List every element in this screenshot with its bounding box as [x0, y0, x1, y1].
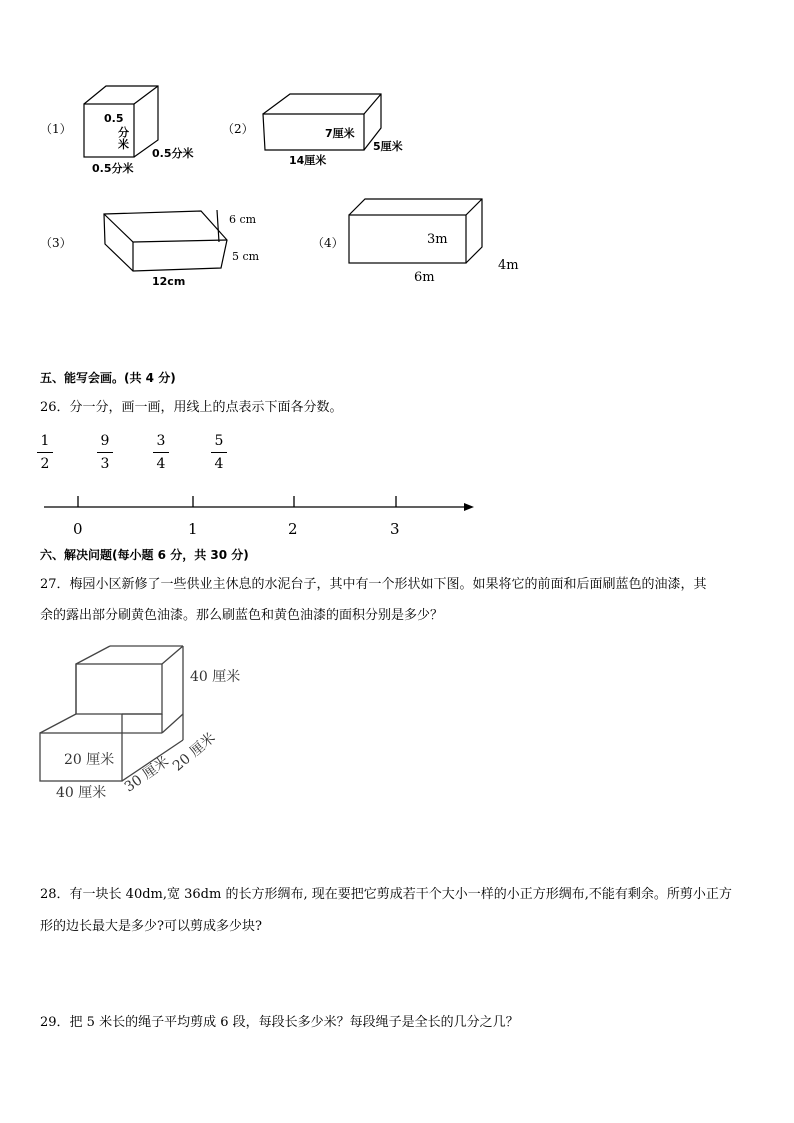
fig2-depth-label: 5厘米: [373, 140, 403, 153]
question-26: 26．分一分，画一画，用线上的点表示下面各分数。: [40, 400, 343, 415]
fig4-height-label: 3m: [427, 232, 448, 247]
fraction-numerator: 1: [40, 433, 50, 449]
fig2-length-label: 14厘米: [289, 154, 327, 167]
tick-label-2: 2: [288, 520, 298, 538]
fraction-denominator: 3: [100, 456, 110, 472]
section-5-heading: 五、能写会画。(共 4 分): [40, 371, 176, 385]
fraction-1-2: [35, 432, 55, 473]
fig4-length-label: 6m: [414, 270, 435, 285]
figure-4-number: （4）: [312, 236, 344, 250]
step-depth-label-30: 30 厘米: [121, 753, 173, 796]
section-6-heading: 六、解决问题(每小题 6 分，共 30 分): [40, 548, 249, 562]
fig3-height-label: 5 cm: [232, 250, 260, 263]
fraction-numerator: 9: [100, 433, 110, 449]
fraction-bar: [211, 452, 227, 453]
number-line: [44, 496, 474, 511]
fig3-length-label: 12cm: [152, 275, 186, 288]
step-front-height-label: 20 厘米: [64, 752, 115, 768]
fig1-width-label: 0.5分米: [92, 162, 134, 175]
fig1-height-label-a: 0.5: [104, 112, 124, 125]
fraction-5-4: [209, 432, 229, 473]
fig1-height-label-c: 米: [118, 138, 129, 151]
tick-label-3: 3: [390, 520, 400, 538]
step-depth-label-20: 20 厘米: [169, 729, 219, 775]
cuboid-figure-2: [263, 94, 381, 150]
fig3-depth-label: 6 cm: [229, 213, 257, 226]
fraction-bar: [153, 452, 169, 453]
fraction-bar: [97, 452, 113, 453]
fraction-3-4: [151, 432, 171, 473]
question-28-line-2: 形的边长最大是多少?可以剪成多少块?: [40, 919, 262, 934]
question-27-line-2: 余的露出部分刷黄色油漆。那么刷蓝色和黄色油漆的面积分别是多少？: [40, 608, 444, 623]
question-27-line-1: 27．梅园小区新修了一些供业主休息的水泥台子，其中有一个形状如下图。如果将它的前面和后面刷蓝色的油漆，其: [40, 577, 707, 592]
figure-1-number: （1）: [40, 122, 72, 136]
step-length-label: 40 厘米: [56, 785, 107, 801]
fig4-depth-label: 4m: [498, 258, 519, 273]
fraction-numerator: 3: [156, 433, 166, 449]
cuboid-figure-4: [349, 199, 482, 263]
fraction-bar: [37, 452, 53, 453]
question-29: 29．把 5 米长的绳子平均剪成 6 段，每段长多少米？每段绳子是全长的几分之几？: [40, 1015, 519, 1030]
tick-label-1: 1: [188, 520, 198, 538]
fraction-9-3: [95, 432, 115, 473]
figure-3-number: （3）: [40, 236, 72, 250]
fraction-numerator: 5: [214, 433, 224, 449]
fraction-denominator: 4: [156, 456, 166, 472]
fig2-height-label: 7厘米: [325, 127, 355, 140]
fraction-denominator: 4: [214, 456, 224, 472]
tick-label-0: 0: [73, 520, 83, 538]
figure-2-number: （2）: [222, 122, 254, 136]
cuboid-figure-3: [104, 210, 227, 271]
fig1-depth-label: 0.5分米: [152, 147, 194, 160]
question-28-line-1: 28．有一块长 40dm,宽 36dm 的长方形绸布, 现在要把它剪成若干个大小一样的小正方形绸布,不能有剩余。所剪小正方: [40, 887, 732, 902]
fraction-denominator: 2: [40, 456, 50, 472]
fig1-height-label-b: 分: [118, 126, 129, 139]
step-height-label: 40 厘米: [190, 669, 241, 685]
